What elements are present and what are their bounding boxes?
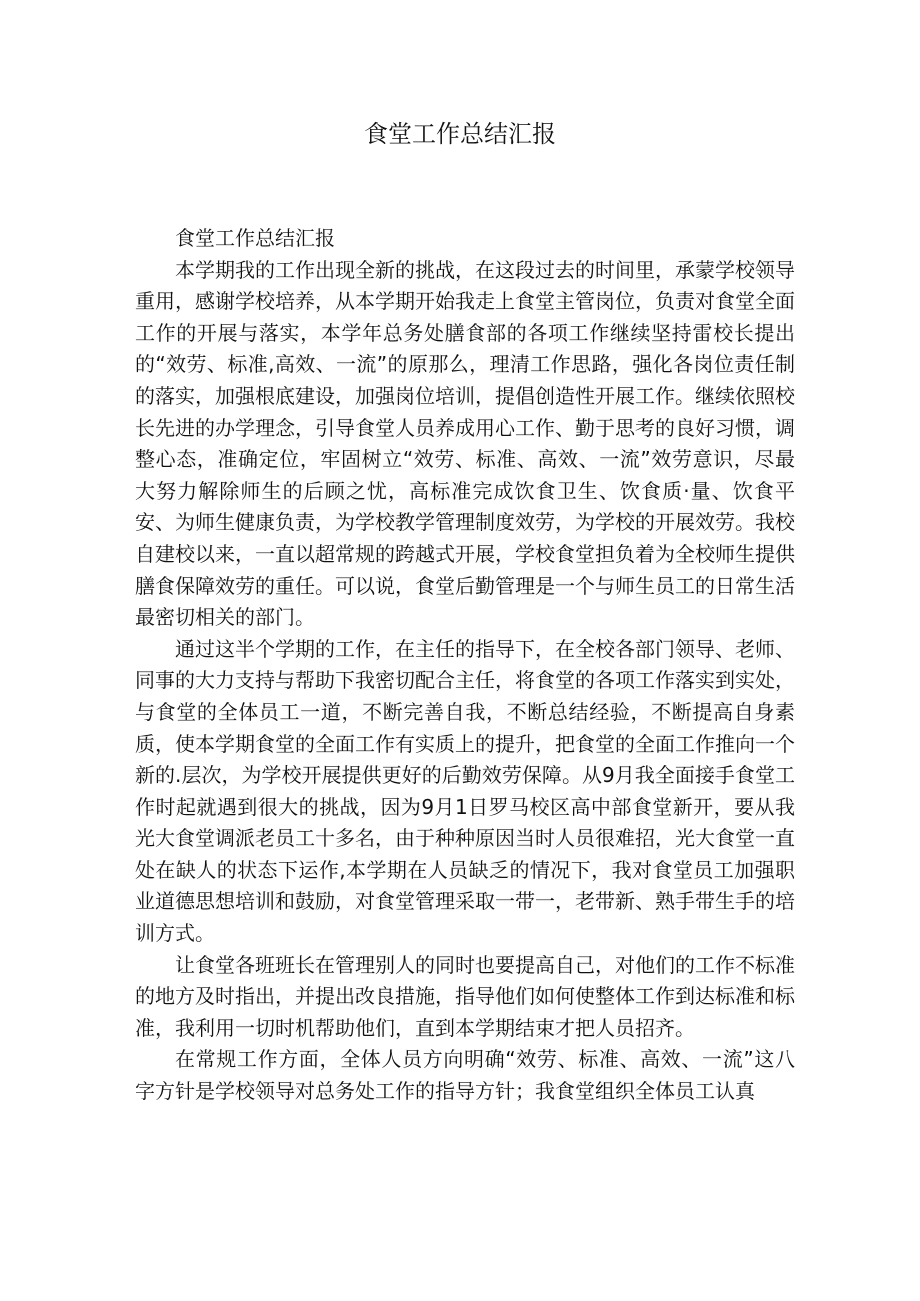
paragraph-2: 通过这半个学期的工作，在主任的指导下，在全校各部门领导、老师、同事的大力支持与帮助下我密切配合主任，将食堂的各项工作落实到实处，与食堂的全体员工一道，不断完善自我，不断总结经验，不断提高自身素质，使本学期食堂的全面工作有实质上的提升，把食堂的全面工作推向一个新的.层次，为学校开展提供更好的后勤效劳保障。从9月我全面接手食堂工作时起就遇到很大的挑战，因为9月1日罗马校区高中部食堂新开，要从我光大食堂调派老员工十多名，由于种种原因当时人员很难招，光大食堂一直处在缺人的状态下运作,本学期在人员缺乏的情况下，我对食堂员工加强职业道德思想培训和鼓励，对食堂管理采取一带一，老带新、熟手带生手的培训方式。 (135, 636, 795, 946)
document-subtitle: 食堂工作总结汇报 (175, 226, 335, 250)
paragraph-4: 在常规工作方面，全体人员方向明确“效劳、标准、高效、一流”这八字方针是学校领导对总务处工作的指导方针；我食堂组织全体员工认真 (135, 1047, 795, 1104)
document-title: 食堂工作总结汇报 (364, 120, 556, 148)
document-body (135, 223, 795, 1108)
paragraph-1: 本学期我的工作出现全新的挑战，在这段过去的时间里，承蒙学校领导重用，感谢学校培养，从本学期开始我走上食堂主管岗位，负责对食堂全面工作的开展与落实，本学年总务处膳食部的各项工作继续坚持雷校长提出的“效劳、标准,高效、一流”的原那么，理清工作思路，强化各岗位责任制的落实，加强根底建设，加强岗位培训，提倡创造性开展工作。继续依照校长先进的办学理念，引导食堂人员养成用心工作、勤于思考的良好习惯，调整心态，准确定位，牢固树立“效劳、标准、高效、一流”效劳意识，尽最大努力解除师生的后顾之忧，高标准完成饮食卫生、饮食质·量、饮食平安、为师生健康负责，为学校教学管理制度效劳，为学校的开展效劳。我校自建校以来，一直以超常规的跨越式开展，学校食堂担负着为全校师生提供膳食保障效劳的重任。可以说，食堂后勤管理是一个与师生员工的日常生活最密切相关的部门。 (135, 257, 795, 630)
paragraph-3: 让食堂各班班长在管理别人的同时也要提高自己，对他们的工作不标准的地方及时指出，并提出改良措施，指导他们如何使整体工作到达标准和标准，我利用一切时机帮助他们，直到本学期结束才把人员招齐。 (135, 952, 795, 1040)
